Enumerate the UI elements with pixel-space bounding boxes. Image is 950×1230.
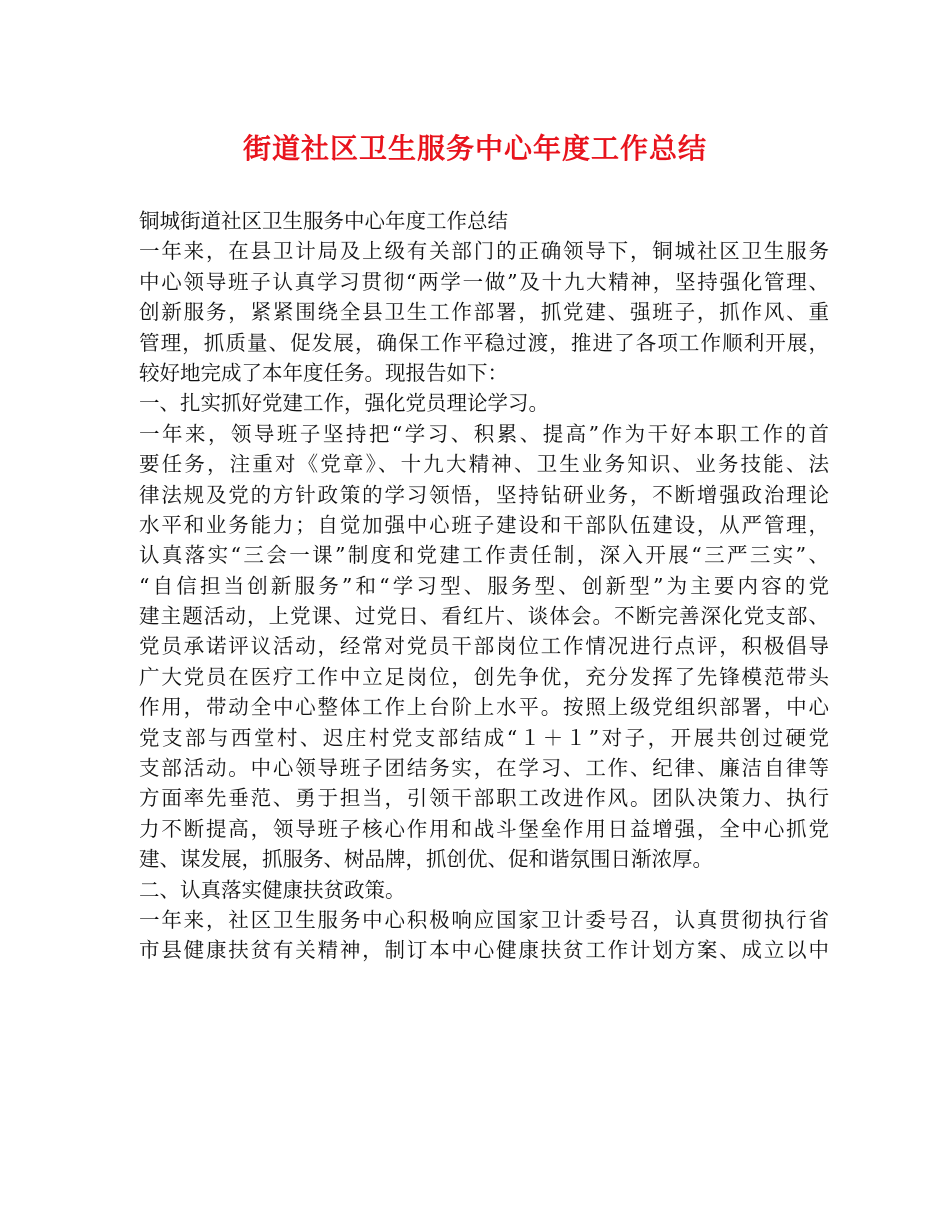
body-line: 一年来，在县卫计局及上级有关部门的正确领导下，铜城社区卫生服务 xyxy=(139,239,829,264)
body-line: 水平和业务能力；自觉加强中心班子建设和干部队伍建设，从严管理， xyxy=(139,512,829,537)
body-line: 力不断提高，领导班子核心作用和战斗堡垒作用日益增强，全中心抓党 xyxy=(139,816,829,841)
body-line: 建主题活动，上党课、过党日、看红片、谈体会。不断完善深化党支部、 xyxy=(139,604,829,629)
section-heading: 二、认真落实健康扶贫政策。 xyxy=(139,877,406,902)
body-line: 中心领导班子认真学习贯彻“两学一做”及十九大精神，坚持强化管理、 xyxy=(139,269,829,294)
body-line: 一年来，社区卫生服务中心积极响应国家卫计委号召，认真贯彻执行省 xyxy=(139,907,829,932)
document-body xyxy=(139,206,829,966)
body-line: 党支部与西堂村、迟庄村党支部结成“１＋１”对子，开展共创过硬党 xyxy=(139,725,829,750)
body-line: 要任务，注重对《党章》、十九大精神、卫生业务知识、业务技能、法 xyxy=(139,452,829,477)
body-line: 市县健康扶贫有关精神，制订本中心健康扶贫工作计划方案、成立以中 xyxy=(139,938,829,963)
body-line: 作用，带动全中心整体工作上台阶上水平。按照上级党组织部署，中心 xyxy=(139,695,829,720)
body-line: “自信担当创新服务”和“学习型、服务型、创新型”为主要内容的党 xyxy=(139,573,829,598)
body-line: 管理，抓质量、促发展，确保工作平稳过渡，推进了各项工作顺利开展， xyxy=(139,330,829,355)
body-line: 方面率先垂范、勇于担当，引领干部职工改进作风。团队决策力、执行 xyxy=(139,786,829,811)
document-title: 街道社区卫生服务中心年度工作总结 xyxy=(242,132,707,165)
body-line: 律法规及党的方针政策的学习领悟，坚持钻研业务，不断增强政治理论 xyxy=(139,482,829,507)
body-line: 创新服务，紧紧围绕全县卫生工作部署，抓党建、强班子，抓作风、重 xyxy=(139,300,829,325)
body-line: 支部活动。中心领导班子团结务实，在学习、工作、纪律、廉洁自律等 xyxy=(139,756,829,781)
body-line: 一年来，领导班子坚持把“学习、积累、提高”作为干好本职工作的首 xyxy=(139,421,829,446)
body-line: 建、谋发展，抓服务、树品牌，抓创优、促和谐氛围日渐浓厚。 xyxy=(139,847,713,872)
body-line: 广大党员在医疗工作中立足岗位，创先争优，充分发挥了先锋模范带头 xyxy=(139,664,829,689)
section-heading: 一、扎实抓好党建工作，强化党员理论学习。 xyxy=(139,391,549,416)
body-line: 认真落实“三会一课”制度和党建工作责任制，深入开展“三严三实”、 xyxy=(139,543,829,568)
body-line: 铜城街道社区卫生服务中心年度工作总结 xyxy=(139,209,508,233)
body-line: 较好地完成了本年度任务。现报告如下： xyxy=(139,360,508,385)
body-line: 党员承诺评议活动，经常对党员干部岗位工作情况进行点评，积极倡导 xyxy=(139,634,829,659)
